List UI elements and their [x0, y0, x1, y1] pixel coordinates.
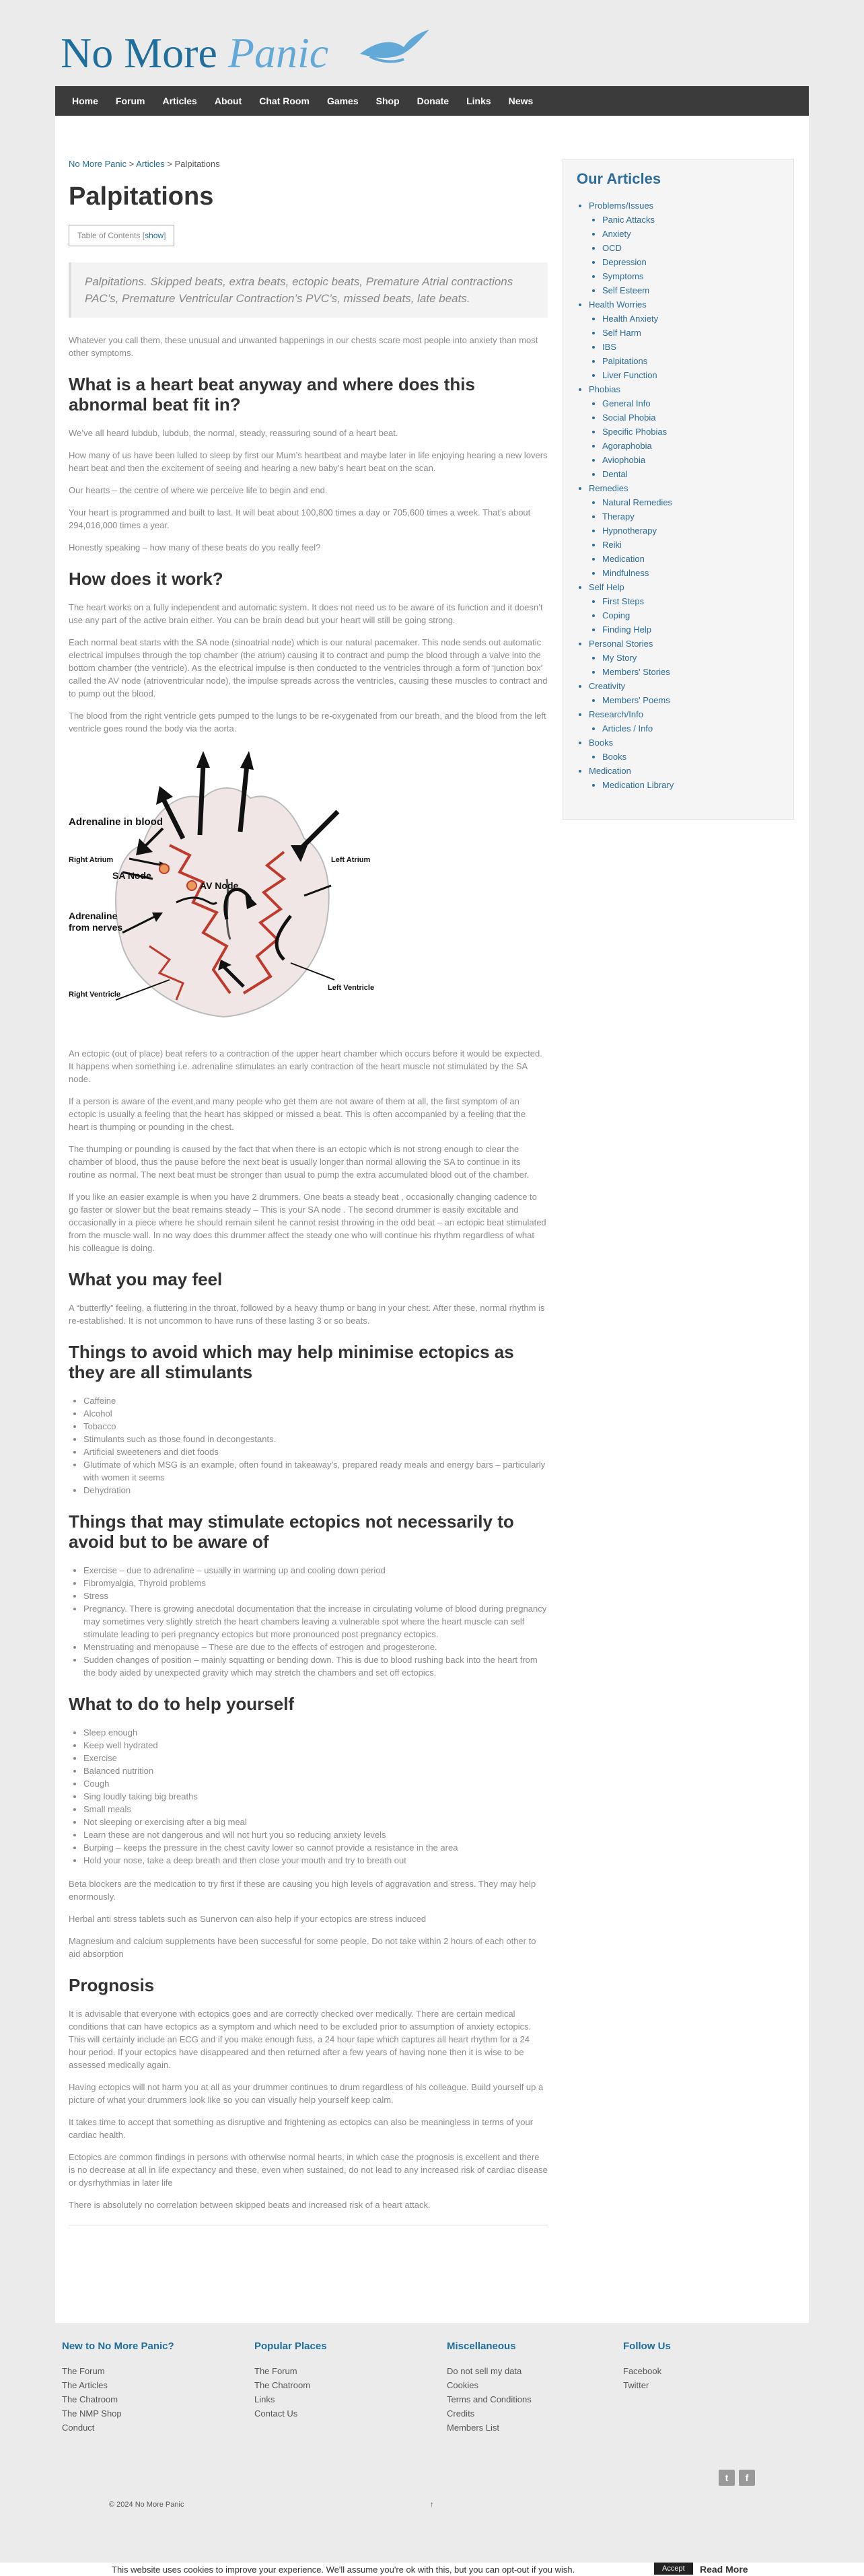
- footer-link[interactable]: The Chatroom: [254, 2380, 311, 2390]
- paragraph: Our hearts – the centre of where we perceive life to begin and end.: [69, 485, 328, 495]
- list-things-to-be-aware: [69, 1564, 548, 1679]
- label-adrenaline-nerves-2: from nerves: [69, 922, 123, 933]
- sidebar-group-link[interactable]: Self Help: [589, 582, 624, 592]
- paragraph: Having ectopics will not harm you at all as your drummer continues to drum regardless of his colleague. Build yourself up a picture of what your drummers look like so you can visually help yourself keep calm.: [69, 2082, 544, 2105]
- nav-item-games[interactable]: Games: [326, 96, 359, 106]
- sidebar-item[interactable]: • Self Harm: [602, 326, 780, 340]
- nav-item-shop[interactable]: Shop: [375, 96, 400, 106]
- list-item: • Tobacco: [83, 1420, 548, 1433]
- paragraph: It is advisable that everyone with ectopics goes and are correctly checked over medically. There are certain medical conditions that can have ectopics as a symptom and which need to be excluded prior to assumption of anxiety ectopics. This will certainly include an ECG and if you make enough fuss, a 24 hour tape which captures all heart rhythm for a 24 hour period. If your ectopics have disappeared and then returned after a few years of having none then it is wise to be assessed medically again.: [69, 2009, 532, 2070]
- paragraph: It takes time to accept that something as disruptive and frightening as ectopics can also be meaningless in terms of your cardiac health.: [69, 2117, 534, 2140]
- sidebar-item[interactable]: • Specific Phobias: [602, 425, 780, 439]
- sidebar-item[interactable]: • Mindfulness: [602, 566, 780, 580]
- footer-link[interactable]: Credits: [447, 2408, 475, 2419]
- footer-link-list: [623, 2364, 671, 2392]
- section-how-it-works: [69, 601, 548, 735]
- list-things-to-avoid: [69, 1394, 548, 1497]
- sidebar-sublist: [589, 312, 780, 382]
- section-ectopic: [69, 1047, 548, 1254]
- sidebar-item[interactable]: • Depression: [602, 255, 780, 269]
- sidebar-item[interactable]: • Panic Attacks: [602, 213, 780, 227]
- cookie-read-more-link[interactable]: Read More: [700, 2564, 748, 2575]
- sidebar-item[interactable]: • Dental: [602, 467, 780, 481]
- sidebar-item[interactable]: • First Steps: [602, 594, 780, 608]
- footer-col-misc: [447, 2340, 532, 2435]
- sidebar-item[interactable]: • Books: [602, 750, 780, 764]
- paragraph: How many of us have been lulled to sleep by first our Mum’s heartbeat and maybe later in life enjoying hearing a new lovers heart beat and then the excitement of seeing and hearing a new baby’s heart beat on the scan.: [69, 450, 548, 473]
- nav-item-links[interactable]: Links: [466, 96, 491, 106]
- footer-link[interactable]: The Forum: [62, 2366, 105, 2376]
- section-heart-beat: [69, 427, 548, 554]
- sidebar-item[interactable]: • Health Anxiety: [602, 312, 780, 326]
- heading-prognosis: Prognosis: [69, 1975, 155, 1995]
- heading-what-you-feel: What you may feel: [69, 1269, 223, 1289]
- footer-link[interactable]: Conduct: [62, 2423, 95, 2433]
- sidebar-item[interactable]: • Hypnotherapy: [602, 524, 780, 538]
- sidebar-item[interactable]: • IBS: [602, 340, 780, 354]
- cookie-text: This website uses cookies to improve your experience. We'll assume you're ok with this, but you can opt-out if you wish.: [112, 2565, 575, 2575]
- label-left-atrium: Left Atrium: [331, 856, 371, 864]
- footer-col-popular: [254, 2340, 327, 2421]
- breadcrumb-home-link[interactable]: No More Panic: [69, 159, 127, 169]
- breadcrumb-articles-link[interactable]: Articles: [136, 159, 165, 169]
- list-item: • Artificial sweeteners and diet foods: [83, 1445, 548, 1458]
- list-item: • Learn these are not dangerous and will not hurt you so reducing anxiety levels: [83, 1828, 548, 1841]
- list-item: • Pregnancy. There is growing anecdotal documentation that the increase in circulating volume of blood during pregnancy may sometimes very slightly stretch the heart chambers leaving a vulnerable spot where the heart muscle can self stimulate leading to peri pregnancy ectopics but more pronounced post pregnancy ectopics.: [83, 1602, 548, 1641]
- social-icons: [719, 2470, 755, 2486]
- toc-end: ]: [164, 231, 166, 240]
- sidebar-group-link[interactable]: Phobias: [589, 384, 620, 394]
- facebook-icon[interactable]: f: [739, 2470, 755, 2486]
- footer-col-title: Follow Us: [623, 2340, 671, 2352]
- sidebar-item[interactable]: • General Info: [602, 396, 780, 410]
- list-item: • Fibromyalgia, Thyroid problems: [83, 1577, 548, 1589]
- sidebar-sublist: [589, 396, 780, 481]
- cookie-accept-button[interactable]: Accept: [654, 2563, 693, 2575]
- sidebar-group: [589, 297, 780, 382]
- list-item: • Exercise – due to adrenaline – usually in warming up and cooling down period: [83, 1564, 548, 1577]
- nav-item-chat-room[interactable]: Chat Room: [259, 96, 310, 106]
- list-item: • Caffeine: [83, 1394, 548, 1407]
- paragraph: Beta blockers are the medication to try first if these are causing you high levels of aggravation and stress. They may help enormously.: [69, 1879, 536, 1902]
- article-main: [69, 159, 548, 2225]
- footer-link[interactable]: Do not sell my data: [447, 2366, 522, 2376]
- paragraph: Magnesium and calcium supplements have been successful for some people. Do not take within 2 hours of each other to aid absorption: [69, 1936, 536, 1959]
- sidebar-item[interactable]: • Aviophobia: [602, 453, 780, 467]
- sidebar-item[interactable]: • My Story: [602, 651, 780, 665]
- logo-text-panic: Panic: [227, 29, 329, 77]
- sidebar-sublist: [589, 213, 780, 297]
- label-adrenaline-nerves-1: Adrenaline: [69, 910, 118, 921]
- paragraph: Your heart is programmed and built to last. It will beat about 100,800 times a day or 705,600 times a week. That’s about 294,016,000 times a year.: [69, 507, 531, 530]
- sidebar-group: [589, 764, 780, 792]
- heading-how-it-works: How does it work?: [69, 569, 223, 589]
- paragraph: An ectopic (out of place) beat refers to a contraction of the upper heart chamber which occurs before it would be expected. It happens when something i.e. adrenaline stimulates an early contraction of the heart muscle not stimulated by the SA node.: [69, 1048, 542, 1084]
- list-item: • Menstruating and menopause – These are due to the effects of estrogen and progesterone.: [83, 1641, 548, 1653]
- list-help-yourself: [69, 1726, 548, 1867]
- sidebar-group-link[interactable]: Medication: [589, 766, 631, 776]
- paragraph: Honestly speaking – how many of these beats do you really feel?: [69, 542, 321, 552]
- cookie-banner: [0, 2563, 864, 2576]
- nav-item-forum[interactable]: Forum: [115, 96, 145, 106]
- bird-logo-icon: [357, 27, 431, 67]
- footer-col-title: New to No More Panic?: [62, 2340, 174, 2352]
- list-item: • Balanced nutrition: [83, 1764, 548, 1777]
- label-adrenaline-blood: Adrenaline in blood: [69, 816, 164, 828]
- page-title: Palpitations: [69, 182, 214, 211]
- list-item: • Not sleeping or exercising after a big meal: [83, 1816, 548, 1828]
- list-item: • Cough: [83, 1777, 548, 1790]
- heading-things-to-avoid: Things to avoid which may help minimise ectopics as they are all stimulants: [69, 1342, 514, 1382]
- sidebar-article-list: [577, 199, 780, 792]
- sidebar-item[interactable]: • Agoraphobia: [602, 439, 780, 453]
- paragraph: Ectopics are common findings in persons with otherwise normal hearts, in which case the prognosis is excellent and there is no decrease at all in life expectancy and these, even when sustained, do not lead to any increased risk of cardiac disease or dysrhythmias in later life: [69, 2152, 548, 2188]
- list-item: • Glutimate of which MSG is an example, often found in takeaway’s, prepared ready meals and energy bars – particularly with women it seems: [83, 1458, 548, 1484]
- label-sa-node: SA Node: [112, 870, 151, 881]
- sidebar-item[interactable]: • OCD: [602, 241, 780, 255]
- footer-link-list: [254, 2364, 327, 2421]
- nav-item-home[interactable]: Home: [72, 96, 98, 106]
- sidebar-group: [589, 679, 780, 707]
- sidebar-sublist: [589, 495, 780, 580]
- nav-item-donate[interactable]: Donate: [417, 96, 449, 106]
- sidebar-group-link[interactable]: Health Worries: [589, 299, 647, 310]
- sidebar-group-link[interactable]: Personal Stories: [589, 639, 653, 649]
- sidebar-title: Our Articles: [577, 170, 661, 187]
- label-av-node: AV Node: [200, 880, 239, 891]
- sidebar-group: [589, 707, 780, 736]
- heading-help-yourself: What to do to help yourself: [69, 1694, 295, 1714]
- intro-quote: Palpitations. Skipped beats, extra beats, ectopic beats, Premature Atrial contractions PAC’s, Premature Ventricular Contraction’s PVC’s, missed beats, late beats.: [69, 262, 548, 318]
- list-item: • Burping – keeps the pressure in the chest cavity lower so cannot provide a resistance in the area: [83, 1841, 548, 1854]
- list-item: • Sleep enough: [83, 1726, 548, 1739]
- logo-text-main: No More: [61, 29, 228, 77]
- breadcrumb-separator: >: [164, 159, 175, 169]
- paragraph: We’ve all heard lubdub, lubdub, the normal, steady, reassuring sound of a heart beat.: [69, 428, 398, 438]
- footer-link[interactable]: The Forum: [254, 2366, 297, 2376]
- sidebar-item[interactable]: • Palpitations: [602, 354, 780, 368]
- breadcrumb: [69, 159, 548, 169]
- sidebar-sublist: [589, 721, 780, 736]
- sidebar-group-link[interactable]: Books: [589, 738, 614, 748]
- sidebar-sublist: [589, 693, 780, 707]
- site-logo[interactable]: [61, 23, 328, 83]
- twitter-icon[interactable]: t: [719, 2470, 735, 2486]
- list-item: • Small meals: [83, 1803, 548, 1816]
- heart-diagram: [69, 744, 385, 1027]
- list-item: • Alcohol: [83, 1407, 548, 1420]
- sidebar-group: [589, 736, 780, 764]
- footer-link[interactable]: Terms and Conditions: [447, 2394, 532, 2404]
- sidebar-item[interactable]: • Symptoms: [602, 269, 780, 283]
- footer-link[interactable]: The Chatroom: [62, 2394, 118, 2404]
- paragraph-what-you-feel: A “butterfly” feeling, a fluttering in the throat, followed by a heavy thump or bang in your chest. After these, normal rhythm is re-established. It is not uncommon to have runs of these lasting 3 or so beats.: [69, 1303, 545, 1326]
- sidebar-item[interactable]: • Members' Stories: [602, 665, 780, 679]
- sidebar-group-link[interactable]: Remedies: [589, 483, 628, 493]
- footer-link[interactable]: The Articles: [62, 2380, 108, 2390]
- section-prognosis: [69, 2007, 548, 2211]
- sidebar-group-link[interactable]: Research/Info: [589, 709, 643, 719]
- sidebar-sublist: [589, 750, 780, 764]
- site-footer: [0, 2323, 864, 2576]
- footer-col-follow: [623, 2340, 671, 2392]
- paragraph: There is absolutely no correlation between skipped beats and increased risk of a heart attack.: [69, 2200, 431, 2210]
- sidebar-item[interactable]: • Anxiety: [602, 227, 780, 241]
- footer-link[interactable]: Members List: [447, 2423, 500, 2433]
- sidebar-group: [589, 199, 780, 297]
- nav-item-articles[interactable]: Articles: [162, 96, 197, 106]
- sidebar-sublist: [589, 594, 780, 637]
- footer-col-title: Popular Places: [254, 2340, 327, 2352]
- sidebar-item[interactable]: • Medication Library: [602, 778, 780, 792]
- footer-link[interactable]: Twitter: [623, 2380, 649, 2390]
- table-of-contents: [69, 225, 174, 246]
- copyright-text: © 2024 No More Panic: [109, 2501, 184, 2509]
- label-right-atrium: Right Atrium: [69, 856, 114, 864]
- paragraph: The thumping or pounding is caused by the fact that when there is an ectopic which is not strong enough to clear the chamber of blood, thus the pause before the next beat is usually longer than normal allowing the SA to continue in its routine as normal. The next beat must be stronger than usual to pump the extra accumulated blood out of the chamber.: [69, 1144, 530, 1180]
- sidebar-item[interactable]: • Social Phobia: [602, 410, 780, 425]
- sidebar-group-link[interactable]: Problems/Issues: [589, 201, 654, 211]
- paragraph: If a person is aware of the event,and many people who get them are not aware of them at all, the first symptom of an ectopic is usually a feeling that the heart has skipped or missed a beat. This is often accompanied by a feeling that the heart is thumping or pounding in the chest.: [69, 1096, 526, 1132]
- sidebar-item[interactable]: • Liver Function: [602, 368, 780, 382]
- footer-link[interactable]: The NMP Shop: [62, 2408, 122, 2419]
- footer-link-list: [447, 2364, 532, 2435]
- section-help-yourself: [69, 1877, 548, 1960]
- label-right-ventricle: Right Ventricle: [69, 991, 121, 999]
- list-item: • Exercise: [83, 1752, 548, 1764]
- sidebar-item[interactable]: • Self Esteem: [602, 283, 780, 297]
- breadcrumb-current: Palpitations: [174, 159, 220, 169]
- nav-item-about[interactable]: About: [214, 96, 242, 106]
- paragraph: Herbal anti stress tablets such as Sunervon can also help if your ectopics are stress induced: [69, 1914, 427, 1924]
- heading-heart-beat: What is a heart beat anyway and where does this abnormal beat fit in?: [69, 374, 475, 415]
- paragraph: The heart works on a fully independent and automatic system. It does not need us to be aware of its function and it doesn’t use any part of the active brain either. You can be brain dead but your heart will still be going strong.: [69, 602, 543, 625]
- sidebar-group-link[interactable]: Creativity: [589, 681, 626, 691]
- footer-link[interactable]: Cookies: [447, 2380, 478, 2390]
- list-item: • Stress: [83, 1589, 548, 1602]
- back-to-top-icon[interactable]: ↑: [430, 2501, 434, 2509]
- sidebar-item[interactable]: • Members' Poems: [602, 693, 780, 707]
- list-item: • Stimulants such as those found in decongestants.: [83, 1433, 548, 1445]
- footer-link[interactable]: Contact Us: [254, 2408, 298, 2419]
- sidebar-item[interactable]: • Coping: [602, 608, 780, 622]
- paragraph: Each normal beat starts with the SA node (sinoatrial node) which is our natural pacemaker. This node sends out automatic electrical impulses through the top chamber (the atrium) causing it to contract and pump the blood through a valve into the bottom chamber (the ventricle). As the electrical impulse is then conducted to the ventricles through a form of ‘junction box’ called the AV node (atrioventricular node), the impulse spreads across the ventricles, causing these muscles to contract and to pump out the blood.: [69, 637, 548, 699]
- footer-link[interactable]: Facebook: [623, 2366, 662, 2376]
- toc-label: Table of Contents [: [77, 231, 145, 240]
- main-navigation: [55, 86, 809, 118]
- sidebar-item[interactable]: • Articles / Info: [602, 721, 780, 736]
- site-header: [0, 0, 864, 86]
- paragraph: If you like an easier example is when you have 2 drummers. One beats a steady beat , occasionally changing cadence to go faster or slower but the beat remains steady – This is your SA node . The second drummer is easily excitable and occasionally in a piece where he should remain silent he cannot resist throwing in the odd beat – an ectopic beat stimulated from the muscle wall. In no way does this drummer affect the steady one who will continue his rhythm regardless of what his colleague is doing.: [69, 1192, 546, 1253]
- list-item: • Sudden changes of position – mainly squatting or bending down. This is due to blood rushing back into the heart from the body aided by unexpected gravity which may stretch the chambers and set off ectopics.: [83, 1653, 548, 1679]
- sidebar-group: [589, 637, 780, 679]
- paragraph: The blood from the right ventricle gets pumped to the lungs to be re-oxygenated from our breath, and the blood from the left ventricle goes round the body via the aorta.: [69, 711, 546, 734]
- sidebar-item[interactable]: • Natural Remedies: [602, 495, 780, 509]
- sidebar-item[interactable]: • Reiki: [602, 538, 780, 552]
- list-item: • Dehydration: [83, 1484, 548, 1497]
- sidebar-item[interactable]: • Therapy: [602, 509, 780, 524]
- footer-link[interactable]: Links: [254, 2394, 275, 2404]
- nav-item-news[interactable]: News: [508, 96, 534, 106]
- list-item: • Hold your nose, take a deep breath and then close your mouth and try to breath out: [83, 1854, 548, 1867]
- sidebar-group: [589, 382, 780, 481]
- intro-paragraph: Whatever you call them, these unusual and unwanted happenings in our chests scare most people into anxiety than most other symptoms.: [69, 335, 538, 358]
- sidebar-item[interactable]: • Finding Help: [602, 622, 780, 637]
- list-item: • Keep well hydrated: [83, 1739, 548, 1752]
- footer-link-list: [62, 2364, 174, 2435]
- sidebar-sublist: [589, 651, 780, 679]
- heading-things-to-be-aware: Things that may stimulate ectopics not necessarily to avoid but to be aware of: [69, 1511, 514, 1552]
- sidebar-group: [589, 481, 780, 580]
- list-item: • Sing loudly taking big breaths: [83, 1790, 548, 1803]
- footer-col-new: [62, 2340, 174, 2435]
- label-left-ventricle: Left Ventricle: [328, 984, 375, 992]
- sidebar-group: [589, 580, 780, 637]
- footer-col-title: Miscellaneous: [447, 2340, 516, 2352]
- sidebar-item[interactable]: • Medication: [602, 552, 780, 566]
- sidebar-sublist: [589, 778, 780, 792]
- sidebar-articles: [563, 159, 794, 820]
- toc-show-link[interactable]: show: [145, 231, 164, 240]
- breadcrumb-separator: >: [126, 159, 137, 169]
